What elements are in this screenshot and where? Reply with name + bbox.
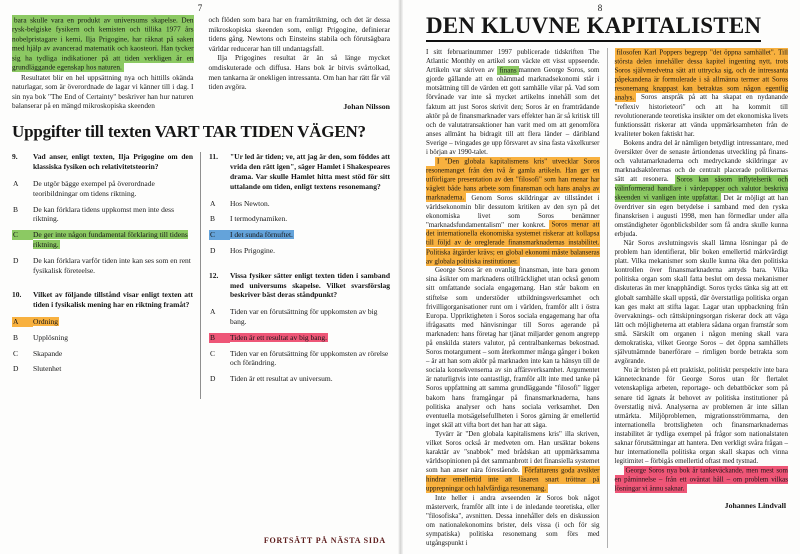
option-text: Tiden är ett resultat av universum. bbox=[230, 374, 333, 384]
highlighted-text-orange: Soros menar att det internationella ekonomiska systemet riskerar att kollapsa till följd av de oreglerade finansmarknadernas instabilitet. Politiska åtgärder krävs; en global ekonomi måste balanseras av globala politiska institutioner. bbox=[426, 220, 600, 266]
option-letter: D bbox=[210, 374, 216, 384]
option-text-cell bbox=[33, 364, 193, 374]
option-letter: A bbox=[210, 307, 216, 317]
option-letter: A bbox=[12, 317, 33, 327]
review-col-1 bbox=[426, 48, 600, 548]
paragraph bbox=[426, 430, 600, 494]
option-text-cell bbox=[33, 333, 193, 343]
option-letter: D bbox=[13, 364, 19, 374]
option-letter: C bbox=[210, 348, 216, 358]
article-col-1 bbox=[12, 15, 194, 111]
option-b bbox=[209, 214, 390, 224]
questions-heading: Uppgifter till texten VART TAR TIDEN VÄGEN? bbox=[12, 122, 366, 142]
option-letter: B bbox=[209, 333, 230, 343]
question-12 bbox=[209, 271, 390, 384]
highlighted-text-green: finans bbox=[499, 66, 517, 75]
option-d bbox=[12, 256, 193, 276]
text-segment: Soros anspråk på att ha skapat en nydanande "reflexiv historieteori" och att ha kommit till revolutionerande teoretiska insikter om det ekonomiska livets funktionssätt riskerar att vända uppmärksamheten från de kvaliteter boken faktiskt har. bbox=[614, 93, 788, 138]
option-letter: C bbox=[12, 230, 33, 240]
option-text-cell bbox=[33, 349, 193, 359]
question-number: 9. bbox=[12, 152, 18, 162]
paragraph bbox=[12, 15, 194, 73]
option-text: Upplösning bbox=[33, 332, 69, 342]
option-letter: A bbox=[13, 178, 19, 188]
question-number: 12. bbox=[209, 270, 219, 280]
option-letter: B bbox=[13, 204, 19, 214]
option-a bbox=[209, 307, 390, 327]
paragraph bbox=[615, 466, 789, 493]
option-text-cell bbox=[230, 246, 390, 256]
paragraph bbox=[615, 239, 789, 366]
text-segment: Bokens andra del är nämligen betydligt intressantare, med översikter över de senaste årtiondenas utveckling på finans- och valutamarknaderna och medryckande skildringar av marknadsaktörernas och de centralt placerade politikernas sätt att resonera. bbox=[614, 138, 788, 184]
text-segment: I sitt februarinummer 1997 publicerade tidskriften The Atlantic Monthly en artikel som väckte ett visst uppseende. Artikeln var skriven av bbox=[426, 48, 600, 75]
option-text-cell bbox=[33, 256, 193, 276]
author-signature: Johan Nilsson bbox=[343, 101, 390, 111]
page-number: 7 bbox=[197, 3, 203, 13]
paragraph bbox=[209, 53, 391, 91]
highlighted-text-orange: Författarens goda avsikter hindrar emellertid inte att läsaren snart tröttnar på upprepningar och halvfärdiga resonemang. bbox=[426, 466, 600, 493]
option-d bbox=[209, 246, 390, 256]
paragraph bbox=[615, 366, 789, 466]
option-text: I det sunda förnuftet. bbox=[230, 230, 293, 240]
question-text: "Ur led är tiden; ve, att jag är den, som föddes att vrida den rätt igen", säger Hamlet i Shakespeares drama. Var skulle Hamlet hitta mest stöd för sitt uttalande om tiden, enligt textens resonemang? bbox=[230, 152, 390, 191]
option-b bbox=[12, 205, 193, 225]
option-text: Hos Prigogine. bbox=[230, 245, 275, 255]
option-text: Slutenhet bbox=[33, 364, 62, 374]
highlighted-text-orange: filosofen Karl Poppers begrepp "det öppna samhället". Till största delen innehåller dessa kapitel ingenting nytt, trots Soros självmedvetna sätt att uttrycka sig, och de intressanta påpekandena är formulerade i så allmänna termer att Soros resonemang knappast kan betraktas som någon egentlig analys. bbox=[614, 48, 788, 102]
paragraph bbox=[209, 15, 391, 53]
text-segment: Inte heller i andra avseenden är Soros bok något mästerverk, framför allt inte i de inledande teoretiska, eller "filosofiska", avsnitten. Dessa innehåller dels en diskussion om nationalekonomins brister, dels vissa (i och för sig sympatiska) politiska resonemang som förs med utgångspunkt i bbox=[426, 493, 600, 548]
question-number: 10. bbox=[12, 290, 22, 300]
option-c bbox=[12, 349, 193, 359]
paragraph bbox=[426, 48, 600, 157]
option-letter: B bbox=[13, 332, 19, 342]
option-a bbox=[12, 179, 193, 199]
option-a bbox=[12, 317, 193, 327]
review-col-2 bbox=[615, 48, 789, 494]
question-10 bbox=[12, 290, 193, 374]
highlighted-text-pink: George Soros nya bok är tankeväckande, men mest som en påminnelse – från ett oväntat håll – om problem vilkas lösningar vi ännu saknar. bbox=[614, 466, 788, 493]
option-c bbox=[209, 349, 390, 369]
questions-col-2 bbox=[200, 152, 390, 399]
review-title: DEN KLUVNE KAPITALISTEN bbox=[426, 13, 761, 42]
option-text-cell bbox=[230, 374, 390, 384]
option-c bbox=[12, 230, 193, 250]
option-text: Tiden var en förutsättning för uppkomsten av rörelse och förändring. bbox=[230, 348, 389, 368]
text-segment: När Soros avslutningsvis skall lämna lösningar på de problem han identifierat, blir boken emellertid märkvärdigt platt. Vilka mekanismer som skulle kunna öka den politiska kontrollen över finansmarknaderna antyds bara. Vilka politiska organ som skall fatta beslut om dessa mekanismer diskuteras än mer knapphändigt. Soros tycks tänka sig att ett globalt samhälle skall uppstå, där överstatliga politiska organ kan ges makt att stifta lagar. Lagar utan uppbackning från övervaknings- och rättskipningsorgan riskerar dock att väga lätt och möjligheterna att etablera sådana organ framstår som små. Särskilt om organen i någon mening skall vara demokratiska, vilket George Soros – det öppna samhällets självutnämnde banerförare – rimligen borde betrakta som avgörande. bbox=[614, 238, 788, 366]
question-9 bbox=[12, 152, 193, 275]
option-text: Tiden är ett resultat av big bang. bbox=[230, 332, 327, 342]
option-letter: C bbox=[13, 348, 19, 358]
option-text: Ordning bbox=[33, 316, 58, 326]
text-segment: Nu är bristen på ett praktiskt, politiskt perspektiv inte bara kännetecknande för George Soros utan för flertalet vetenskapliga arbeten, reportage- och debattböcker som på senare tid ägnats åt behovet av politiska institutioner på överstatlig nivå. Analyserna av problemen är inte sällan utmärkta. Miljöproblemen, migrationsströmmarna, den internationella brottsligheten och finansmarknadernas instabilitet är tydliga exempel på frågor som nationalstaten saknar förutsättningar att hantera. Den verkligt svåra frågan – hur internationella politiska organ skall skapas och vinna legitimitet – förbigås emellertid oftast med tystnad. bbox=[614, 366, 788, 466]
question-stem bbox=[12, 152, 193, 172]
question-stem bbox=[12, 290, 193, 310]
option-text: Hos Newton. bbox=[230, 198, 270, 208]
option-text: I termodynamiken. bbox=[230, 214, 288, 224]
article-vart-tar-tiden-vagen bbox=[0, 0, 400, 111]
highlighted-text-green: Soros kan såsom inflytelserik och välinformerad handlare i värdepapper och valutor beskriva skeenden vi vanligen inte uppfattar. bbox=[614, 175, 788, 202]
continue-next-page-notice: FORTSÄTT PÅ NÄSTA SIDA bbox=[263, 536, 386, 545]
article-col-2-wrap bbox=[209, 15, 391, 111]
highlighted-text-green: bara skulle vara en produkt av universums skapelse. Den rysk-belgiske fysikern och kemisten och tillika 1977 års nobelpristagare i kemi, Ilja Prigogine, har räknat på saken med hjälp av avancerad matematik och kaosteori. Han tycker sig ha tydliga indikationer på att tiden verkligen är en grundläggande egenskap hos naturen. bbox=[12, 15, 194, 72]
option-text-cell bbox=[230, 307, 390, 327]
questions-section bbox=[0, 142, 400, 399]
text-segment: och flöden som bara har en framåtriktning, och det är dessa mikroskopiska skeenden som, enligt Prigogine, definierar tidens gång. Newtons och Einsteins stabila och förutsägbara världar reducerar han till undantagsfall. bbox=[208, 15, 390, 53]
option-text-cell bbox=[230, 199, 390, 209]
paragraph bbox=[615, 139, 789, 239]
question-stem bbox=[209, 152, 390, 191]
question-text: Vad anser, enligt texten, Ilja Prigogine om den klassiska fysiken och relativitetsteorin? bbox=[33, 152, 193, 172]
option-text-cell bbox=[33, 230, 193, 250]
highlighted-text-orange: I "Den globala kapitalismens kris" utvecklar Soros resonemanget från den två år gamla artikeln. Han ger en utförligare presentation av den "filosofi" som han menar har väglett både hans arbete som finansman och hans analys av marknaderna. bbox=[426, 157, 600, 202]
option-b bbox=[209, 333, 390, 343]
option-text-cell bbox=[33, 205, 193, 225]
option-text: De kan förklara varför tiden inte kan ses som en rent fysikalisk företeelse. bbox=[33, 255, 191, 275]
page-8 bbox=[400, 0, 800, 554]
review-body bbox=[400, 48, 800, 548]
option-c bbox=[209, 230, 390, 240]
paragraph bbox=[426, 266, 600, 430]
question-number: 11. bbox=[209, 152, 218, 162]
option-text: De kan förklara tidens uppkomst men inte dess riktning. bbox=[33, 204, 175, 224]
text-segment: mannen George Soros, som gjorde gällande att en ohämmad marknadsekonomi står i motsättning till de värden ett gott samhälle vilar på. Vad som förvånade var inte så mycket artikelns innehåll som det faktum att just Soros skrivit den; Soros är en framträdande aktör på de finansmarknader vars effekter han är så kritisk till och de valutatransaktioner han varit med om att genomföra anses allmänt ha bidragit till att flera länder – däribland Sverige – tvingades ge upp försvaret av sina fasta växelkurser i början av 1990-talet. bbox=[426, 66, 600, 157]
option-text: De ger inte någon fundamental förklaring till tidens riktning. bbox=[33, 230, 188, 249]
question-stem bbox=[209, 271, 390, 300]
option-letter: C bbox=[209, 230, 230, 240]
option-text-cell bbox=[230, 230, 390, 240]
question-11 bbox=[209, 152, 390, 255]
option-text-cell bbox=[33, 179, 193, 199]
option-a bbox=[209, 199, 390, 209]
option-text-cell bbox=[230, 214, 390, 224]
option-letter: A bbox=[210, 198, 216, 208]
option-text: De utgör bägge exempel på överordnade teoribildningar om tidens riktning. bbox=[33, 178, 155, 198]
reviewer-signature: Johannes Lindvall bbox=[724, 500, 786, 510]
option-text: Tiden var en förutsättning för uppkomsten av big bang. bbox=[230, 307, 378, 326]
question-text: Vilket av följande tillstånd visar enligt texten att tiden i fysikalisk mening har en riktning framåt? bbox=[33, 290, 193, 310]
option-d bbox=[209, 374, 390, 384]
paragraph bbox=[426, 157, 600, 266]
option-letter: B bbox=[210, 214, 216, 224]
paragraph bbox=[426, 494, 600, 549]
option-text-cell bbox=[230, 333, 390, 343]
option-text: Skapande bbox=[33, 348, 63, 358]
review-col-2-wrap bbox=[607, 48, 789, 548]
text-segment: Resultatet blir en hel uppsättning nya och hittills okända naturlagar, som är överordnade de lagar vi känner till i dag. I sin nya bok "The End of Certainty" beskriver han hur naturen balanserar på en mängd mikroskopiska skeenden bbox=[12, 72, 194, 111]
paragraph bbox=[12, 73, 194, 111]
text-segment: Genom Soros skildringar av tillståndet i världsekonomin blir dessutom kritiken av den syn på det ekonomiska livet som Soros benämner "marknadsfundamentalism" mer konkret. bbox=[426, 193, 600, 229]
option-text-cell bbox=[230, 349, 390, 369]
text-segment: Ilja Prigogines resultat är än så länge mycket omdiskuterade och diffusa. Hans bok är bitvis svårtolkad, men tankarna är onekligen intressanta. Om han har rätt får väl tiden avgöra. bbox=[208, 53, 390, 92]
paragraph bbox=[615, 48, 789, 139]
option-letter: D bbox=[13, 255, 19, 265]
questions-col-1 bbox=[12, 152, 193, 399]
article-col-2 bbox=[209, 15, 391, 92]
text-segment: Tyvärr är "Den globala kapitalismens kris" illa skriven, vilket Soros också är medveten om. Han ursäktar bokens karaktär av "snabbok" med brådskan att uppmärksamma världsopinionen på det sammanbrott i det finansiella systemet som han anser nära förestående. bbox=[426, 429, 600, 475]
text-segment: Det är möjligt att han överdriver sin egen betydelse i samband med den ryska finanskrisen i augusti 1998, men han förmedlar under alla omständigheter ögonblicksbilder som få andra skulle kunna erbjuda. bbox=[614, 193, 788, 238]
option-text-cell bbox=[33, 317, 193, 327]
option-b bbox=[12, 333, 193, 343]
option-letter: D bbox=[210, 245, 216, 255]
page-number: 8 bbox=[597, 3, 603, 13]
question-text: Vissa fysiker sätter enligt texten tiden i samband med universums skapelse. Vilket svarsförslag beskriver bäst deras ståndpunkt? bbox=[230, 270, 390, 300]
text-segment: George Soros är en ovanlig finansman, inte bara genom sina åsikter om marknadens otillräcklighet utan också genom sitt omfattande sociala engagemang. Han står bakom en stiftelse som understöder utbildningsverksamhet och frivilligorganisationer runt om i världen, framför allt i östra Europa. Uppriktigheten i Soros sociala engagemang har ofta ifrågasatts med hänvisningar till Soros agerande på marknaden: hans företag har tjänat miljarder genom angrepp på enskilda staters valutor, på centralbankernas bekostnad. Soros motargument – som återkommer många gånger i boken – är att han som aktör på marknaden inte kan ta hänsyn till de sociala konsekvenserna av sin affärsverksamhet. Argumentet är naturligtvis inte oantastligt, framför allt inte med tanke på Soros uppfattning att samma grundläggande "filosofi" ligger bakom hans framgångar på finansmarknaderna, hans politiska analyser och hans sociala verksamhet. Den eventuella motsägelsefullheten i Soros gärning är emellertid inget skäl att vifta bort det han har att säga. bbox=[426, 266, 600, 429]
option-d bbox=[12, 364, 193, 374]
